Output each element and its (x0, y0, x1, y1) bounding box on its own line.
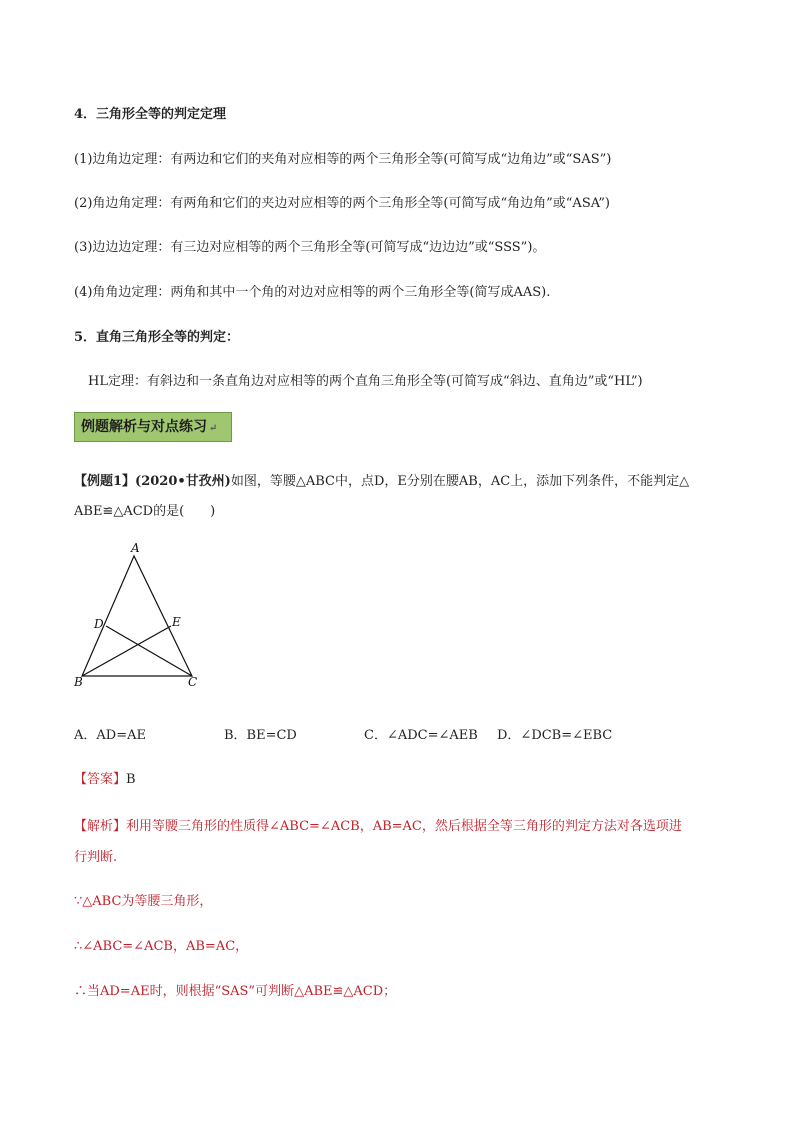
example-question-line1 (74, 470, 689, 489)
segment-cd (106, 626, 192, 676)
choice-d: D．∠DCB=∠EBC (497, 728, 613, 743)
theorem-aas: (4)角角边定理：两角和其中一个角的对边对应相等的两个三角形全等(简写成AAS). (74, 285, 551, 300)
section4-heading: 4．三角形全等的判定定理 (74, 107, 227, 122)
choice-c: C．∠ADC=∠AEB (364, 728, 478, 743)
choice-b: B．BE=CD (224, 728, 297, 743)
segment-be (82, 626, 171, 676)
example-question-line2: ABE≌△ACD的是( ) (74, 504, 216, 519)
answer-value: B (126, 772, 136, 787)
analysis-tag: 【解析】 (74, 819, 127, 834)
triangle-figure (72, 540, 212, 690)
choice-a: A．AD=AE (74, 728, 146, 743)
label-b: B (74, 675, 83, 689)
section5-heading: 5．直角三角形全等的判定： (74, 330, 240, 345)
analysis-step1: ∵△ABC为等腰三角形， (74, 894, 213, 909)
badge-label: 例题解析与对点练习 (81, 419, 207, 435)
analysis-step3: ∴当AD=AE时，则根据“SAS”可判断△ABE≌△ACD； (74, 984, 397, 999)
example-tag: 【例题1】(2020•甘孜州) (74, 474, 231, 489)
section-badge (74, 412, 232, 442)
label-a: A (131, 541, 140, 555)
theorem-sas: (1)边角边定理：有两边和它们的夹角对应相等的两个三角形全等(可简写成“边角边”或“SAS”) (74, 152, 612, 167)
theorem-asa: (2)角边角定理：有两角和它们的夹边对应相等的两个三角形全等(可简写成“角边角”或“ASA”) (74, 196, 610, 211)
label-c: C (188, 675, 198, 689)
analysis-line2: 行判断. (74, 850, 118, 865)
analysis-step2: ∴∠ABC=∠ACB，AB=AC， (74, 939, 249, 954)
theorem-sss: (3)边边边定理：有三边对应相等的两个三角形全等(可简写成“边边边”或“SSS”)。 (74, 240, 546, 255)
answer-tag: 【答案】 (74, 772, 127, 787)
answer-line (74, 768, 136, 787)
analysis-line1 (74, 815, 682, 834)
example-text: 如图，等腰△ABC中，点D，E分别在腰AB，AC上，添加下列条件，不能判定△ (230, 474, 690, 489)
label-d: D (94, 617, 104, 631)
analysis-text: 利用等腰三角形的性质得∠ABC=∠ACB，AB=AC，然后根据全等三角形的判定方法对各选项进 (126, 819, 682, 834)
return-mark-icon: ↵ (209, 423, 218, 434)
label-e: E (172, 615, 181, 629)
theorem-hl: HL定理：有斜边和一条直角边对应相等的两个直角三角形全等(可简写成“斜边、直角边”或“HL”) (88, 374, 643, 389)
